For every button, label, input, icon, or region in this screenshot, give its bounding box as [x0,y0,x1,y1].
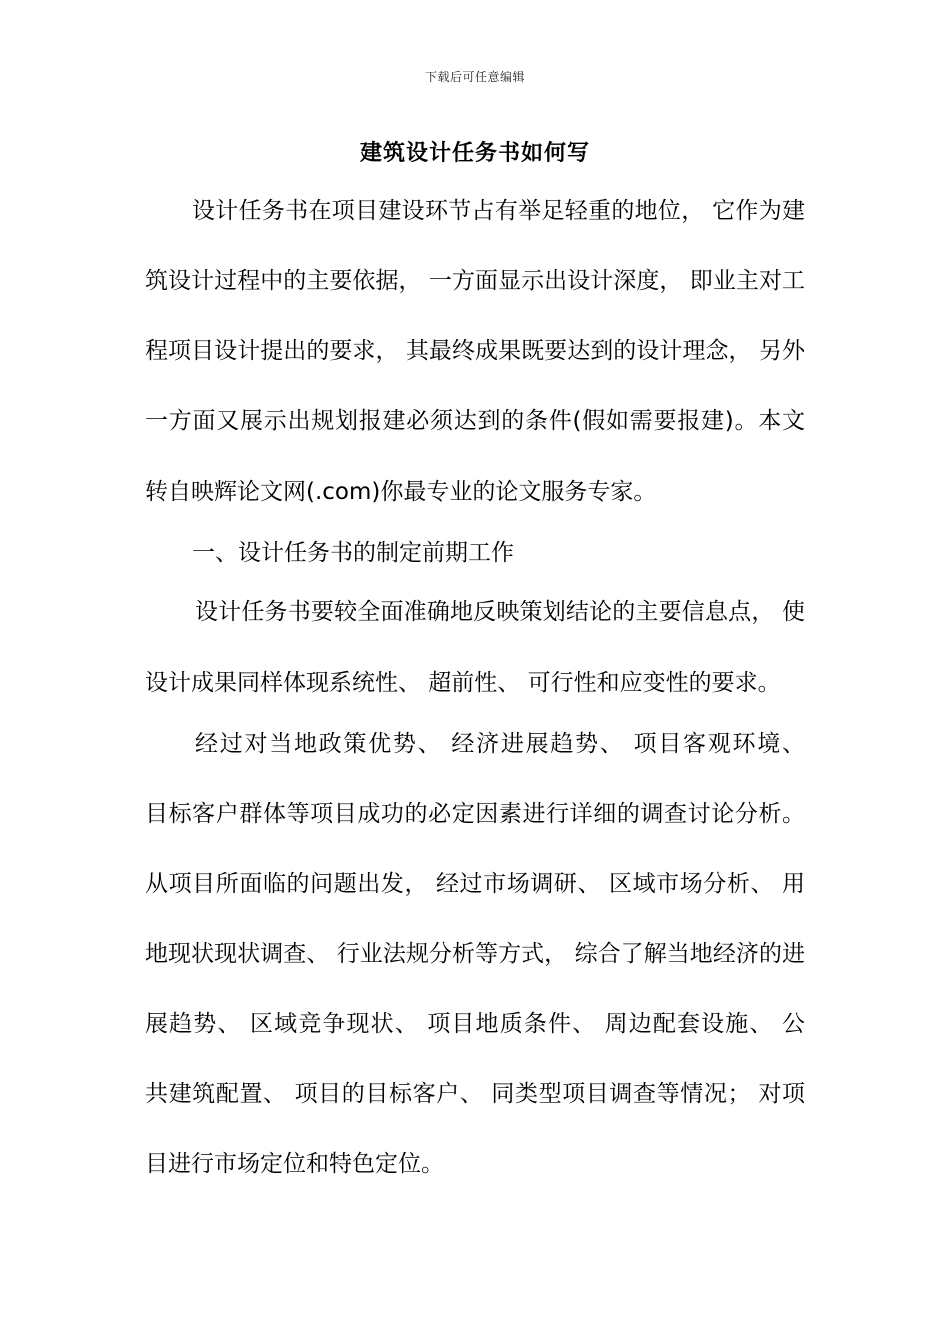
section-heading: 一、设计任务书的制定前期工作 [192,540,514,566]
paragraph-line: 转自映辉论文网(.com)你最专业的论文服务专家。 [145,479,657,505]
paragraph-line: 地现状现状调查、 行业法规分析等方式， 综合了解当地经济的进 [145,941,805,967]
paragraph-line: 展趋势、 区域竞争现状、 项目地质条件、 周边配套设施、 公 [145,1011,805,1037]
paragraph-line: 目进行市场定位和特色定位。 [145,1151,444,1177]
paragraph-line: 设计成果同样体现系统性、 超前性、 可行性和应变性的要求。 [145,670,781,696]
page-header-note: 下载后可任意编辑 [424,70,525,84]
paragraph-line: 一方面又展示出规划报建必须达到的条件(假如需要报建)。本文 [145,408,805,434]
paragraph-line: 设计任务书在项目建设环节占有举足轻重的地位， 它作为建 [192,198,805,224]
paragraph-line: 筑设计过程中的主要依据， 一方面显示出设计深度， 即业主对工 [145,268,805,294]
paragraph-line: 共建筑配置、 项目的目标客户、 同类型项目调查等情况； 对项 [145,1081,805,1107]
document-title: 建筑设计任务书如何写 [359,141,590,166]
paragraph-line: 程项目设计提出的要求， 其最终成果既要达到的设计理念， 另外 [145,338,805,364]
paragraph-line: 目标客户群体等项目成功的必定因素进行详细的调查讨论分析。 [145,801,805,827]
paragraph-line: 经过对当地政策优势、 经济进展趋势、 项目客观环境、 [195,731,805,757]
paragraph-line: 设计任务书要较全面准确地反映策划结论的主要信息点， 使 [195,599,805,625]
paragraph-line: 从项目所面临的问题出发， 经过市场调研、 区域市场分析、 用 [145,871,805,897]
